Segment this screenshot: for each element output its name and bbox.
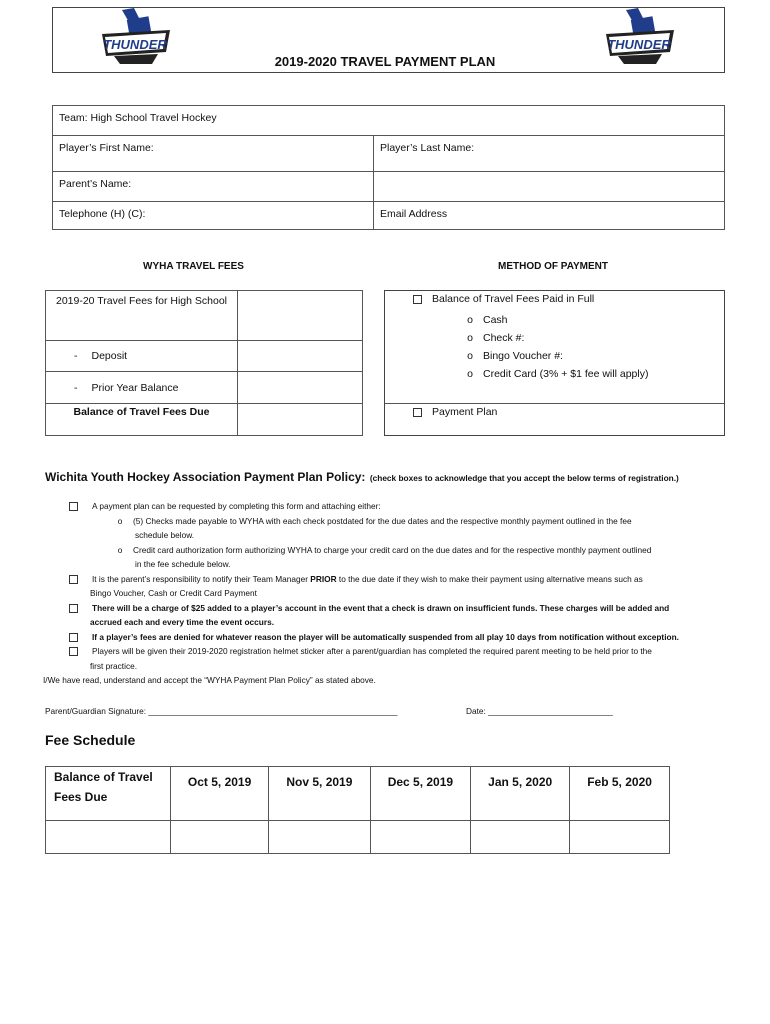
checkbox-icon[interactable] [413,408,422,417]
schedule-amount-cell[interactable] [171,821,269,854]
schedule-amount-cell[interactable] [471,821,570,854]
schedule-date: Jan 5, 2020 [471,767,570,821]
checkbox-icon[interactable] [69,575,78,584]
policy-subitem: o Credit card authorization form authorizing WYHA to charge your credit card on the due dates and for the respective monthly payment outlined [117,544,652,555]
payment-divider [385,403,724,404]
travel-fees-table [45,290,363,436]
deposit-text: Deposit [91,350,128,362]
paid-in-full-label: Balance of Travel Fees Paid in Full [432,293,595,305]
payment-method-box [384,290,725,436]
fees-high-school-amount[interactable] [238,291,363,341]
player-info-table [52,105,725,230]
payment-option-check[interactable]: o Check #: [467,332,525,344]
signature-line[interactable]: Parent/Guardian Signature: ______________________________________________________ [45,706,398,716]
payment-option-cash[interactable]: o Cash [467,314,508,326]
checkbox-icon[interactable] [69,647,78,656]
balance-due-amount[interactable] [238,404,363,436]
fee-schedule-table [45,766,670,854]
policy-heading: Wichita Youth Hockey Association Payment Plan Policy: [45,470,366,484]
parent-name-blank[interactable] [374,172,725,202]
schedule-amount-cell[interactable] [370,821,471,854]
checkbox-icon[interactable] [69,633,78,642]
dash-icon: - [74,350,78,362]
policy-subitem: o (5) Checks made payable to WYHA with each check postdated for the due dates and the respective monthly payment outlined in the fee [117,515,632,526]
policy-item: There will be a charge of $25 added to a player’s account in the event that a check is drawn on insufficient funds. These charges will be added and [45,601,735,616]
acknowledge-statement: I/We have read, understand and accept the “WYHA Payment Plan Policy” as stated above. [43,675,376,685]
policy-item: If a player’s fees are denied for whatever reason the player will be automatically suspended from all play 10 days from notification without exception. [45,630,735,645]
team-field[interactable]: Team: High School Travel Hockey [53,106,725,136]
policy-item-cont: accrued each and every time the event occurs. [90,617,274,627]
policy-heading-line [45,468,679,486]
parent-name-field[interactable]: Parent’s Name: [53,172,374,202]
balance-due-label: Balance of Travel Fees Due [46,404,238,436]
policy-list [45,499,735,688]
first-name-field[interactable]: Player’s First Name: [53,136,374,172]
last-name-field[interactable]: Player’s Last Name: [374,136,725,172]
checkbox-icon[interactable] [69,502,78,511]
policy-item-cont: Bingo Voucher, Cash or Credit Card Payment [90,588,257,598]
schedule-date: Oct 5, 2019 [171,767,269,821]
prior-year-amount[interactable] [238,372,363,404]
schedule-amount-cell[interactable] [269,821,370,854]
fee-schedule-heading: Fee Schedule [45,732,136,748]
prior-year-text: Prior Year Balance [91,381,179,394]
payment-plan-label: Payment Plan [432,406,498,418]
email-field[interactable]: Email Address [374,202,725,230]
schedule-date: Feb 5, 2020 [570,767,670,821]
policy-subitem-cont: schedule below. [135,530,195,540]
policy-subitem-cont: in the fee schedule below. [135,559,231,569]
payment-options-list [459,311,648,383]
fees-heading: WYHA TRAVEL FEES [143,261,244,272]
policy-item: Players will be given their 2019-2020 registration helmet sticker after a parent/guardian has completed the required parent meeting to be held prior to the [45,644,735,659]
page-title: 2019-2020 TRAVEL PAYMENT PLAN [274,54,496,69]
payment-option-credit-card[interactable]: o Credit Card (3% + $1 fee will apply) [467,368,649,380]
schedule-date: Nov 5, 2019 [269,767,370,821]
payment-heading: METHOD OF PAYMENT [498,261,609,272]
checkbox-icon[interactable] [69,604,78,613]
svg-text:THUNDER: THUNDER [607,37,671,52]
prior-year-label [46,372,238,404]
schedule-amount-cell[interactable] [570,821,670,854]
svg-text:THUNDER: THUNDER [103,37,167,52]
date-line[interactable]: Date: ___________________________ [466,706,613,716]
schedule-date: Dec 5, 2019 [370,767,471,821]
telephone-field[interactable]: Telephone (H) (C): [53,202,374,230]
dash-icon: - [74,381,78,394]
policy-subheading: (check boxes to acknowledge that you accept the below terms of registration.) [369,473,679,483]
deposit-amount[interactable] [238,341,363,372]
deposit-label [46,341,238,372]
schedule-amount-cell[interactable] [46,821,171,854]
payment-option-bingo[interactable]: o Bingo Voucher #: [467,350,563,362]
policy-item: A payment plan can be requested by completing this form and attaching either: [45,499,735,514]
checkbox-icon[interactable] [413,295,422,304]
policy-item-cont: first practice. [90,660,138,671]
schedule-row-label: Balance of Travel Fees Due [46,767,171,821]
fees-high-school-label: 2019-20 Travel Fees for High School [46,291,238,341]
policy-item: It is the parent’s responsibility to notify their Team Manager PRIOR to the due date if they wish to make their payment using alternative means such as [45,572,735,587]
payment-plan-option[interactable] [413,406,497,418]
paid-in-full-option[interactable] [413,293,594,305]
